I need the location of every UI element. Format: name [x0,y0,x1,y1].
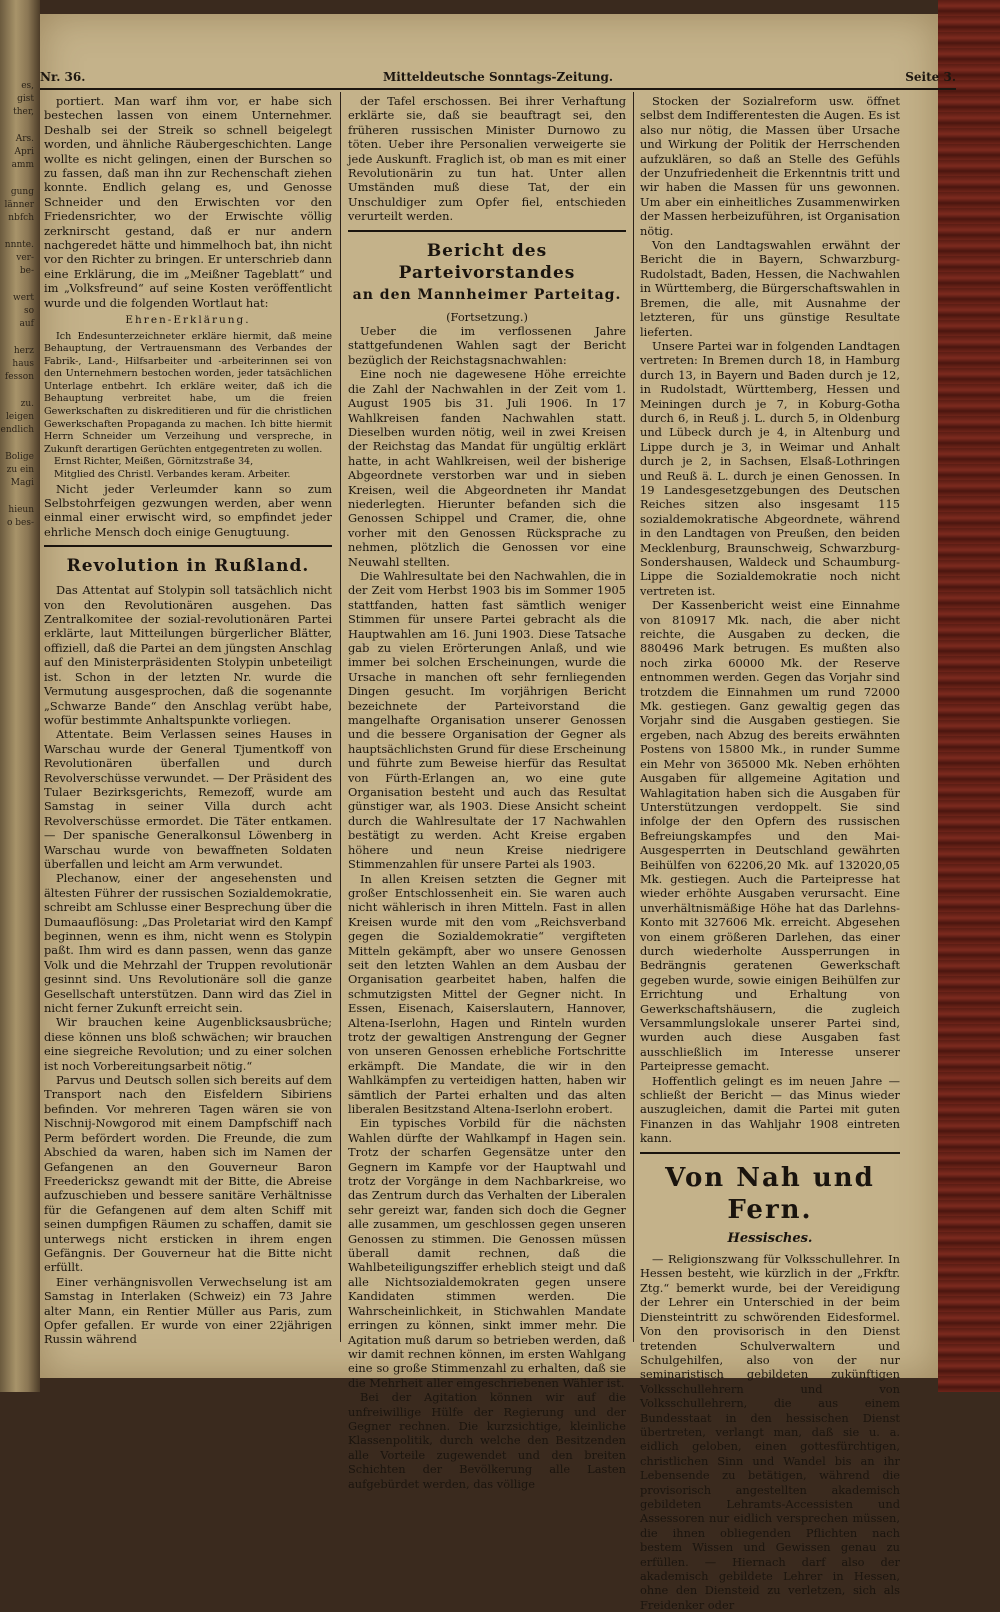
section-heading: Von Nah und Fern. [665,1162,875,1225]
paragraph: Der Kassenbericht weist eine Einnahme von 810917 Mk. nach, die aber nicht reichte, die Ausgaben zu decken, die 880496 Mark betrugen. Es mußten also noch zirka 60000 Mk. der Reserve entnommen werden. Gegen das Vorjahr sind trotzdem die Einnahmen um rund 72000 Mk. gestiegen. Ganz gewaltig gegen das Vorjahr sind die Ausgaben gestiegen. Sie ergeben, nach Abzug des bereits erwähnten Postens von 15800 Mk., in runder Summe ein Mehr von 365000 Mk. Neben erhöhten Ausgaben für allgemeine Agitation und Wahlagitation haben sich die Ausgaben für Unterstützungen verdoppelt. Sie sind infolge der den Opfern des russischen Befreiungskampfes und den Mai-Ausgesperrten in Deutschland gewährten Beihülfen von 62206,20 Mk. auf 132020,05 Mk. gestiegen. Auch die Parteipresse hat wieder erhöhte Ausgaben verursacht. Eine unverhältnismäßige Höhe hat das Darlehns-Konto mit 327606 Mk. erreicht. Abgesehen von einem größeren Darlehen, das einer durch wiederholte Aussperrungen in Bedrängnis geratenen Gewerkschaft gegeben wurde, sowie einigen Beihülfen zur Errichtung und Erhaltung von Gewerkschaftshäusern, die zugleich Versammlungslokale unserer Partei sind, wurden auch diese Ausgaben fast ausschließlich im Interesse unserer Parteipresse gemacht. [640,598,900,1074]
paragraph: der Tafel erschossen. Bei ihrer Verhaftung erklärte sie, daß sie beauftragt sei, den früheren russischen Minister Durnowo zu töten. Ueber ihre Personalien verweigerte sie jede Auskunft. Fraglich ist, ob man es mit einer Revolutionärin zu tun hat. Unter allen Umständen muß diese Tat, der ein Unschuldiger zum Opfer fiel, entschieden verurteilt werden. [348,94,626,224]
adjacent-page-fragment: länner [4,200,34,210]
adjacent-page-fragment: zu. [20,399,34,409]
adjacent-page-fragment: zu ein [6,465,34,475]
continuation-note: (Fortsetzung.) [446,309,528,324]
adjacent-page-fragment: nnnte. [4,240,34,250]
column-2 [348,94,626,1491]
paragraph: Ein typisches Vorbild für die nächsten Wahlen dürfte der Wahlkampf in Hagen sein. Trotz der scharfen Gegensätze unter den Gegnern im Kampfe vor der Hauptwahl und trotz der Vorgänge in dem Nachbarkreise, wo das Zentrum durch das Verhalten der Liberalen sehr gereizt war, fanden sich doch die Gegner alle zusammen, um geschlossen gegen unseren Genossen zu stimmen. Die Genossen müssen überall damit rechnen, daß die Wahlbeteiligungsziffer erheblich steigt und daß alle Nichtsozialdemokraten gegen unsere Kandidaten stimmen werden. Die Wahrscheinlichkeit, in Stichwahlen Mandate erringen zu können, sinkt immer mehr. Die Agitation muß darum so betrieben werden, daß wir damit rechnen können, im ersten Wahlgang eine so große Stimmenzahl zu erhalten, daß sie die Mehrheit aller eingeschriebenen Wähler ist. [348,1116,626,1390]
adjacent-page-fragment: auf [19,319,34,329]
adjacent-page-fragment: Magi [10,478,34,488]
adjacent-page-fragment: leigen [6,412,34,422]
paragraph: Bei der Agitation können wir auf die unfreiwillige Hülfe der Regierung und der Gegner rechnen. Die kurzsichtige, kleinliche Klassenpolitik, durch welche den Besitzenden alle Vorteile zugewendet und den breiten Schichten der Bevölkerung alle Lasten aufgebürdet werden, das völlige [348,1390,626,1491]
page-number: Seite 3. [905,70,956,84]
declaration-title: Ehren-Erklärung. [125,314,251,327]
paragraph: Parvus und Deutsch sollen sich bereits auf dem Transport nach den Eisfeldern Sibiriens befinden. Vor mehreren Tagen wären sie von Nischnij-Nowgorod mit einem Dampfschiff nach Perm befördert worden. Die Freunde, die zum Abschied da waren, haben sich im Namen der Gefangenen an den Gouverneur Baron Freedericksz gewandt mit der Bitte, die Abreise aufzuschieben und bessere sanitäre Verhältnisse für die Gefangenen auf dem alten Schiff mit seinen dumpfigen Räumen zu schaffen, damit sie unterwegs nicht ersticken in ihrem engen Gefängnis. Der Gouverneur hat die Bitte nicht erfüllt. [44,1073,332,1275]
paragraph: — Religionszwang für Volksschullehrer. In Hessen besteht, wie kürzlich in der „Frkftr. Ztg.“ bemerkt wurde, bei der Vereidigung der Lehrer ein Unterschied in der beim Diensteintritt zu schwörenden Eidesformel. Von den provisorisch in den Dienst tretenden Schulverwaltern und Schulgehilfen, also von der nur seminaristisch gebildeten zukünftigen Volksschullehrern und von Volksschullehrern, die aus einem Bundesstaat in den hessischen Dienst übertreten, verlangt man, daß sie u. a. eidlich geloben, einen gottesfürchtigen, christlichen Sinn und Wandel bis an ihr Lebensende zu betätigen, während die provisorisch angestellten akademisch gebildeten Lehramts-Accessisten und Assessoren nur eidlich versprechen müssen, die ihnen obliegenden Pflichten nach bestem Wissen und Gewissen genau zu erfüllen. — Hiernach darf also der akademisch gebildete Lehrer in Hessen, ohne den Diensteid zu verletzen, sich als Freidenker oder [640,1252,900,1612]
section-separator [640,1152,900,1154]
declaration-signature: Mitglied des Christl. Verbandes keram. Arbeiter. [54,469,291,481]
adjacent-page-fragment: haus [12,359,34,369]
adjacent-page-fragment: so [23,306,34,316]
paragraph: Attentate. Beim Verlassen seines Hauses in Warschau wurde der General Tjumentkoff von Revolutionären überfallen und durch Revolverschüsse verwundet. — Der Präsident des Tulaer Bezirksgerichts, Remezoff, wurde am Samstag in seiner Villa durch acht Revolverschüsse ermordet. Die Täter entkamen. — Der spanische Generalkonsul Löwenberg in Warschau wurde von bewaffneten Soldaten überfallen und leicht am Arm verwundet. [44,727,332,871]
adjacent-page-fragment: Bolige [5,452,34,462]
newspaper-title: Mitteldeutsche Sonntags-Zeitung. [382,70,614,84]
paragraph: Nicht jeder Verleumder kann so zum Selbstohrfeigen gezwungen werden, aber wenn einmal einer erwischt wird, so empfindet jeder ehrliche Mensch doch einige Genugtuung. [44,481,332,539]
adjacent-page-fragment: ther, [13,107,34,117]
paragraph: Wir brauchen keine Augenblicksausbrüche; diese können uns bloß schwächen; wir brauchen eine siegreiche Revolution; und zu einer solchen ist noch Vorbereitungsarbeit nötig.“ [44,1015,332,1073]
book-binding-right [938,0,1000,1392]
column-rule [633,92,634,1342]
adjacent-page-fragment: endlich [0,425,34,435]
adjacent-page-fragment: be- [19,266,34,276]
declaration-signature: Ernst Richter, Meißen, Görnitzstraße 34, [54,456,254,468]
adjacent-page-fragment: herz [13,346,34,356]
column-3 [640,94,900,1612]
paragraph: In allen Kreisen setzten die Gegner mit großer Entschlossenheit ein. Sie waren auch nicht wählerisch in ihren Mitteln. Fast in allen Kreisen wurde mit den vom „Reichsverband gegen die Sozialdemokratie“ vergifteten Mitteln gekämpft, aber wo unsere Genossen seit den letzten Wahlen an dem Ausbau der Organisation gearbeitet haben, halfen die schmutzigsten Mittel der Gegner nicht. In Essen, Eisenach, Kaiserslautern, Hannover, Altena-Iserlohn, Hagen und Rinteln wurden trotz der gewaltigen Anstrengung der Gegner von unseren Genossen erhebliche Fortschritte erkämpft. Die Mandate, die wir in den Wahlkämpfen zu verteidigen hatten, haben wir sämtlich der Partei erhalten und das alten liberalen Besitzstand Altena-Iserlohn erobert. [348,871,626,1116]
paragraph: Unsere Partei war in folgenden Landtagen vertreten: In Bremen durch 18, in Hamburg durch 13, in Bayern und Baden durch je 12, in Rudolstadt, Württemberg, Hessen und Meiningen durch je 7, in Koburg-Gotha durch 6, in Reuß j. L. durch 5, in Oldenburg und Lübeck durch je 4, in Altenburg und Lippe durch je 3, in Weimar und Anhalt durch je 2, in Sachsen, Elsaß-Lothringen und Reuß ä. L. durch je einen Genossen. In 19 Landesgesetzgebungen des Deutschen Reiches sitzen also insgesamt 115 sozialdemokratische Abgeordnete, während in den Landtagen von Preußen, den beiden Mecklenburg, Braunschweig, Schwarzburg-Sondershausen, Waldeck und Schaumburg-Lippe die Sozialdemokratie noch nicht vertreten ist. [640,338,900,598]
adjacent-page-fragment: nbfch [8,213,34,223]
column-1 [44,94,332,1349]
adjacent-page-fragment: ver- [16,253,34,263]
adjacent-page-fragment: o bes- [6,518,34,528]
section-subheading: Hessisches. [727,1230,813,1246]
article-heading: Revolution in Rußland. [66,556,310,577]
article-subheading: an den Mannheimer Parteitag. [352,286,622,303]
paragraph: Ueber die im verflossenen Jahre stattgefundenen Wahlen sagt der Bericht bezüglich der Reichstagsnachwahlen: [348,324,626,367]
issue-number: Nr. 36. [40,70,86,84]
adjacent-page-fragment: fesson [4,372,34,382]
adjacent-page-fragment: Ars. [15,134,34,144]
paragraph: Das Attentat auf Stolypin soll tatsächlich nicht von den Revolutionären ausgehen. Das Zentralkomitee der sozial-revolutionären Partei erklärte, laut Mitteilungen bürgerlicher Blätter, offiziell, daß die Partei an dem jüngsten Anschlag auf den Ministerpräsidenten Stolypin unbeteiligt ist. Schon in der letzten Nr. wurde die Vermutung ausgesprochen, daß die sogenannte „Schwarze Bande“ den Anschlag verübt habe, wofür bestimmte Anhaltspunkte vorliegen. [44,583,332,727]
adjacent-page-fragment: amm [11,160,34,170]
column-rule [340,92,341,1342]
paragraph: portiert. Man warf ihm vor, er habe sich bestechen lassen von einem Unternehmer. Deshalb sei der Streik so schnell beigelegt worden, und ähnliche Räubergeschichten. Lange wollte es nicht gelingen, einen der Burschen so zu fassen, daß man ihn zur Rechenschaft ziehen konnte. Endlich gelang es, und Genosse Schneider und den Erwischten vor den Friedensrichter, wo der Erwischte völlig zerknirscht gestand, daß er nur andern nachgeredet hätte und himmelhoch bat, ihn nicht vor den Richter zu bringen. Er unterschrieb dann eine Erklärung, die im „Meißner Tageblatt“ und im „Volksfreund“ auf seine Kosten veröffentlicht wurde und die folgenden Wortlaut hat: [44,94,332,310]
paragraph: Stocken der Sozialreform usw. öffnet selbst dem Indifferentesten die Augen. Es ist also nur nötig, die Massen über Ursache und Wirkung der Politik der Herrschenden aufzuklären, so daß an Stelle des Gefühls der Unzufriedenheit die Erkenntnis tritt und wir haben die Massen für uns gewonnen. Um aber ein einheitliches Zusammenwirken der Massen herbeizuführen, ist Organisation nötig. [640,94,900,238]
paragraph: Eine noch nie dagewesene Höhe erreichte die Zahl der Nachwahlen in der Zeit vom 1. August 1905 bis 31. Juli 1906. In 17 Wahlkreisen fanden Nachwahlen statt. Dieselben wurden nötig, weil in zwei Kreisen der Reichstag das Mandat für ungültig erklärt hatte, in acht Wahlkreisen, weil der bisherige Abgeordnete verstorben war und in sieben Kreisen, weil die Abgeordneten ihr Mandat niederlegten. Hierunter befanden sich die Genossen Schippel und Cramer, die, ohne vorher mit den Genossen Rücksprache zu nehmen, plötzlich die Genossen vor eine Neuwahl stellten. [348,367,626,569]
page-header [40,58,956,90]
adjacent-page-fragment: gist [17,94,34,104]
paragraph: Einer verhängnisvollen Verwechselung ist am Samstag in Interlaken (Schweiz) ein 73 Jahre alter Mann, ein Rentier Müller aus Paris, zum Opfer gefallen. Er wurde von einer 22jährigen Russin während [44,1274,332,1347]
adjacent-page-fragment: wert [13,293,34,303]
paragraph: Hoffentlich gelingt es im neuen Jahre — schließt der Bericht — das Minus wieder auszugleichen, damit die Partei mit guten Finanzen in das Wahljahr 1908 eintreten kann. [640,1073,900,1146]
adjacent-page-fragment: gung [10,187,34,197]
section-separator [44,545,332,547]
adjacent-page-fragment: es, [21,81,34,91]
paragraph: Plechanow, einer der angesehensten und ältesten Führer der russischen Sozialdemokratie, schreibt am Schlusse einer Besprechung über die Dumaauflösung: „Das Proletariat wird den Kampf beginnen, wenn es ihm, nicht wenn es Stolypin paßt. Ihm wird es dann passen, wenn das ganze Volk und die Mehrzahl der Truppen revolutionär gesinnt sind. Uns Revolutionäre soll die ganze Gesellschaft unterstützen. Dann wird das Ziel in nicht ferner Zukunft erreicht sein. [44,871,333,1016]
paragraph: Von den Landtagswahlen erwähnt der Bericht die in Bayern, Schwarzburg-Rudolstadt, Baden, Hessen, die Nachwahlen in Württemberg, die Bürgerschaftswahlen in Bremen, die alle, mit Ausnahme der letzteren, für uns günstige Resultate lieferten. [640,238,900,339]
article-heading: Bericht des Parteivorstandes [398,240,576,283]
paragraph: Die Wahlresultate bei den Nachwahlen, die in der Zeit vom Herbst 1903 bis im Sommer 1905 stattfanden, hatten fast sämtlich weniger Stimmen für unsere Partei gebracht als die Hauptwahlen am 16. Juni 1903. Diese Tatsache gab zu vielen Erörterungen Anlaß, und wie immer bei solchen Erscheinungen, wurde die Ursache in manchen oft sehr fernliegenden Dingen gesucht. Im vorjährigen Bericht bezeichnete der Parteivorstand die mangelhafte Organisation unserer Genossen und die bessere Organisation der Gegner als hauptsächlichsten Grund für diese Erscheinung und führte zum Beweise hierfür das Resultat von Fürth-Erlangen an, wo eine gute Organisation besteht und auch das Resultat günstiger war, als 1903. Diese Ansicht scheint durch die Wahlresultate der 17 Nachwahlen bestätigt zu werden. Acht Kreise ergaben höhere und neun Kreise niedrigere Stimmenzahlen für unsere Partei als 1903. [348,568,626,872]
adjacent-page-fragments [0,80,34,1380]
adjacent-page-fragment: Apri [14,147,34,157]
declaration-text: Ich Endesunterzeichneter erkläre hiermit, daß meine Behauptung, der Vertrauensmann des Verbandes der Fabrik-, Land-, Hilfsarbeiter und -arbeiterinnen sei von den Unternehmern bestochen worden, jeder tatsächlichen Unterlage entbehrt. Ich erkläre weiter, daß ich die Behauptung verbreitet habe, um die freien Gewerkschaften zu diskreditieren und für die christlichen Gewerkschaften Propaganda zu machen. Ich bitte hiermit Herrn Schneider um Verzeihung und verspreche, in Zukunft derartigen Gerüchten entgegentreten zu wollen. [44,330,332,455]
section-separator [348,230,626,232]
adjacent-page-fragment: hieun [8,505,34,515]
